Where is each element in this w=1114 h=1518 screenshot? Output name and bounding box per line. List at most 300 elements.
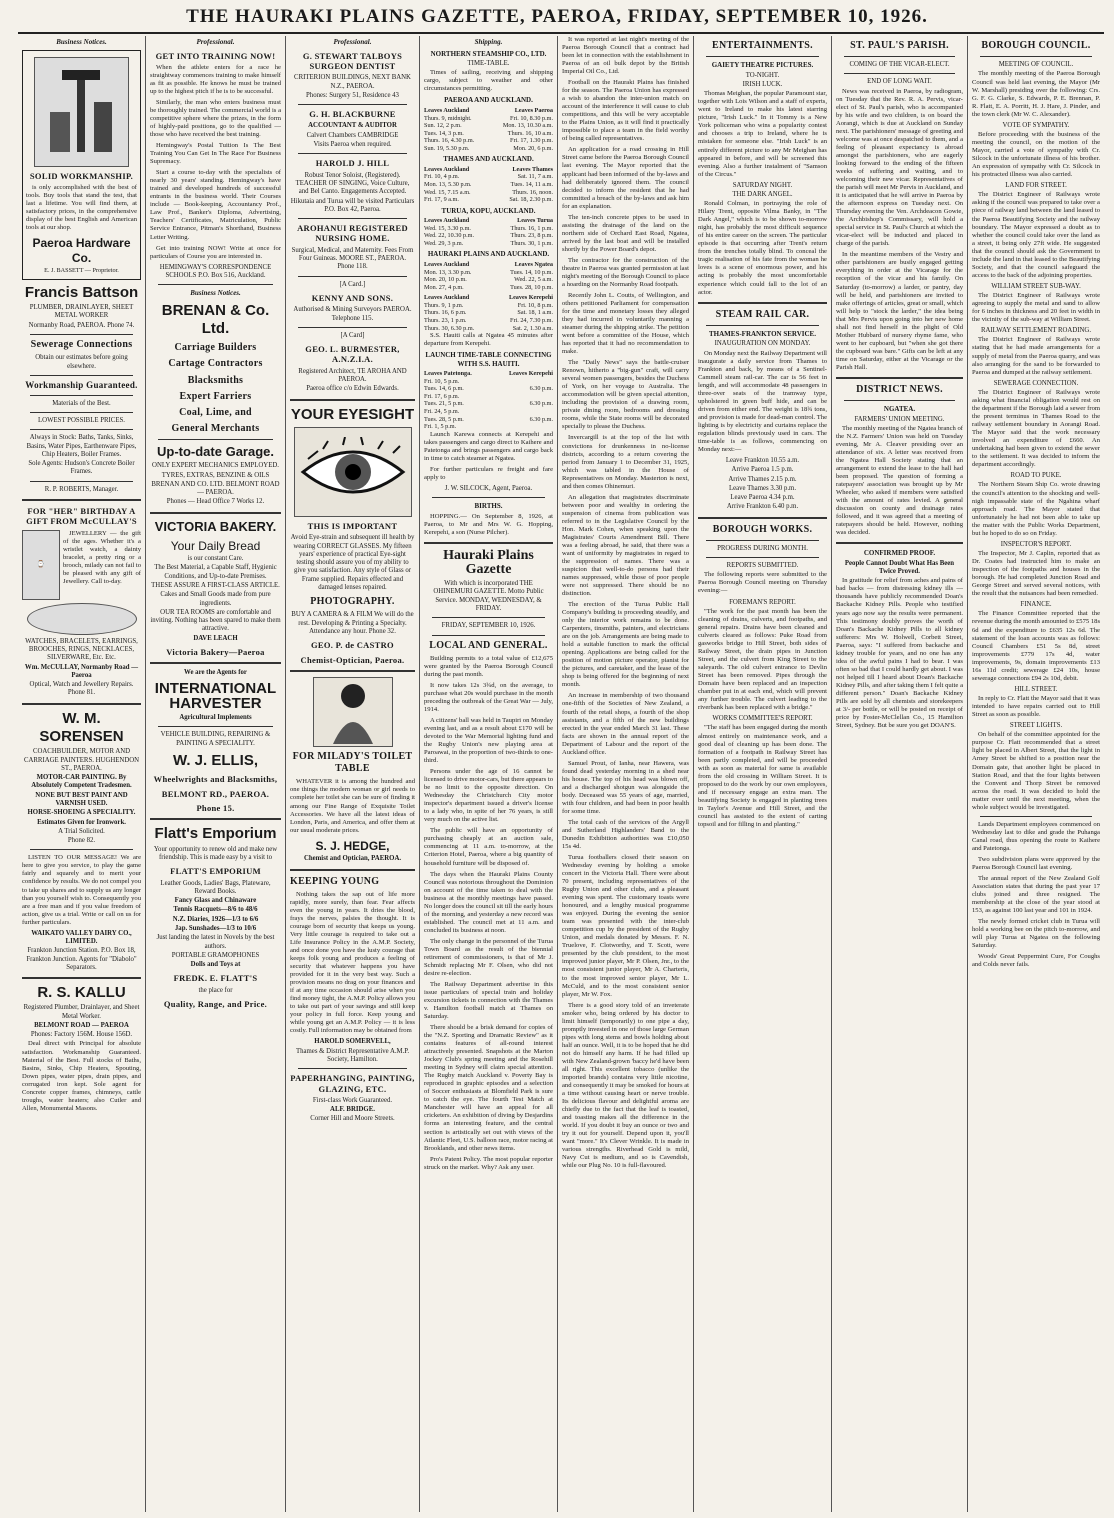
saturday-night: SATURDAY NIGHT. — [732, 181, 793, 189]
foreman-report: FOREMAN'S REPORT. — [729, 598, 796, 606]
tt-cell: Tues. 28, 10 p.m. — [510, 283, 553, 291]
hill-name: HAROLD J. HILL — [315, 158, 390, 169]
tonight: TO-NIGHT. — [745, 71, 780, 79]
news-item: Turua footballers closed their season on Wednesday evening by holding a smoke concert in the Victoria Hall. There were about 70 present, including representatives of the Rugby Union and other clubs, and a pleasant evening was spent. The customary toasts were honoured, and a lengthy musical programme was enjoyed. During the evening the senior team was presented with the inter-club competition cup by the president of the Rugby Union, and medals donated by Messrs. F. N. Truelove, F. Clotworthy, and T. Scott, were presented by the club president, to the most improved junior player, Mr P. Olsen, Jnr., to the most consistent junior player, Mr A. Charteris, to the most improved senior player, Mr L. McCuld, and to the most consistent senior player, Mr W. Fox. — [562, 854, 689, 998]
tt-cell: Thurs. 16, 6 p.m. — [424, 309, 467, 317]
garage-tyres: TYRES, EXTRAS, BENZINE & OILS — [161, 471, 270, 479]
ellis-addr: BELMONT RD., PAEROA. — [161, 788, 270, 799]
dark-angel: THE DARK ANGEL. — [732, 190, 793, 198]
talboys-phone: Phones: Surgery 51, Residence 43 — [306, 91, 399, 99]
flatt-heading: Flatt's Emporium — [154, 825, 277, 843]
photo-text: BUY A CAMERA & A FILM We will do the rest. Developing & Printing a Specialty. Attendance any hour. Phone 32. — [291, 611, 414, 636]
mccullay-sub: Optical, Watch and Jewellery Repairs. Phone 81. — [29, 681, 134, 697]
steam-rail-heading: STEAM RAIL CAR. — [715, 308, 810, 320]
woods-cure: Woods' Great Peppermint Cure, For Coughs and Colds never fails. — [972, 953, 1100, 969]
reports-submitted: REPORTS SUBMITTED. — [726, 562, 799, 570]
sorensen-motor: MOTOR-CAR PAINTING. By Absolutely Competent Tradesmen. — [31, 774, 132, 790]
eyesight-heading: YOUR EYESIGHT — [290, 405, 415, 423]
tt-cell: Mon. 20, 6 p.m. — [513, 144, 553, 152]
workmanship: Workmanship Guaranteed. — [25, 379, 138, 390]
news-item: An application for a road crossing in Hill Street came before the Paeroa Borough Council last evening. The Mayor reported that the applicant had been informed of the by-laws and had deliberately ignored them. The council decided to inform the resident that he had committed a breach of the by-laws and ask him for an explanation. — [562, 146, 689, 210]
young-text: Nothing takes the sap out of life more rapidly, more surely, than fear. Fear affects even the young in years. It dries the blood, frays the nerves, palsies the thought. It is courage born of security that keeps us young. Very little courage is required to take out a Life Insurance Policy in the A.M.P. Society, and once done you have the lusty courage that keeps folk young and produces a feeling of security that whatever happens you have provided for it in the very best way. Such a provision means no drag on your finances and if at any time occasion should arise when you find money tight, the A.M.P. Policy allows you to take out part of your savings and still keep your policy in full force. Keep young and while young get an A.M.P. Policy — it is less costly. Full information may be obtained from — [290, 890, 415, 1035]
tt-head: Leaves Auckland — [424, 261, 470, 268]
tt-head: Leaves Auckland — [424, 294, 470, 302]
settlement-heading: RAILWAY SETTLEMENT ROADING. — [980, 327, 1092, 335]
news-item: The total cash of the services of the Argyll and Sutherland Highlanders' Band to the Dunedin Exhibition authorities was £10,050 15s 4d. — [562, 818, 689, 850]
tt-cell: Thurs. 30, 6.30 p.m. — [424, 324, 475, 332]
decastro-name: GEO. P. de CASTRO — [311, 640, 394, 651]
launch-text: Launch Karewa connects at Kerepehi and takes passengers and cargo direct to Kaihere and Patetonga and brings passengers and cargo back in time to catch steamer at Ngatea. — [424, 430, 553, 462]
eye-illustration — [294, 427, 412, 517]
borough-works-heading: BOROUGH WORKS. — [712, 523, 813, 535]
flatt-owner: FREDK. E. FLATT'S — [173, 973, 258, 984]
bakery-owner: DAVE LEACH — [193, 634, 238, 642]
steam-rail-sub: THAMES-FRANKTON SERVICE. — [709, 329, 816, 338]
roberts-manager: R. P. ROBERTS, Manager. — [44, 485, 119, 493]
tt-head: Leaves Auckland — [424, 106, 470, 114]
st-pauls-text-2: In the meantime members of the Vestry and other parishioners are busily engaged getting everything in order at the Vicarage for the reception of the vicar and his family. On Saturday (to-morrow) a larder, or pantry, day will be held, and parishioners are invited to make offerings of articles, great or small, which will help to "stock the larder," the idea being that Mrs Pervis upon going into her new home shall not find herself in the plight of Old Mother Hubbard of nursery rhyme fame, who went to her cupboard, but "when she got there the cupboard was bare." Gifts can be left at any time on Saturday, either at the Vicarage or the Parish Hall. — [836, 251, 963, 371]
column-4 — [420, 36, 558, 1512]
flatt-novels: Just landing the latest in Novels by the best authors. — [156, 934, 275, 950]
garage-heading: Up-to-date Garage. — [156, 444, 274, 460]
hill-trade: Robust Tenor Soloist, (Registered). TEACHER OF SINGING, Voice Culture, and Bel Canto. Engagements Accepted. — [295, 171, 410, 196]
cricket-text: The newly formed cricket club in Turua will hold a working bee on the pitch to-morrow, and will play Turua at Ngatea on the following Saturday. — [972, 918, 1100, 950]
route-turua: TURUA, KOPU, AUCKLAND. — [441, 206, 536, 215]
route-thames: THAMES AND AUCKLAND. — [443, 155, 534, 164]
steam-time: Arrive Frankton 6.40 p.m. — [726, 503, 799, 511]
sympathy-heading: VOTE OF SYMPATHY. — [1002, 121, 1070, 129]
materials: Materials of the Best. — [52, 399, 111, 407]
brenan-item: Expert Farriers — [179, 390, 252, 402]
harvester-sub: Agricultural Implements — [179, 714, 252, 722]
progress-month: PROGRESS DURING MONTH. — [717, 544, 808, 552]
brenan-item: Blacksmiths — [187, 374, 244, 386]
lowest-prices: LOWEST POSSIBLE PRICES. — [38, 417, 125, 425]
young-heading: KEEPING YOUNG — [290, 875, 380, 887]
tt-head: Leaves Kerepehi — [508, 370, 553, 378]
tt-cell: 6.30 p.m. — [529, 400, 553, 408]
mccullay-list: WATCHES, BRACELETS, EARRINGS, BROOCHES, RINGS, NECKLACES, SILVERWARE, Etc. Etc. — [25, 637, 138, 662]
kenny-name: KENNY AND SONS. — [311, 292, 394, 303]
news-item: An allegation that magistrates discriminate between poor and wealthy in ordering the suspension of cinema from publication was referred to in the Legislative Council by the Hon. Mark Cohen, when speaking upon the Magistrates' Courts Amendment Bill. There was a feeling abroad, he said, that there was a want of uniformity by magistrates in regard to the suppression of names. There was a suspicion that well-to-do persons had their names suppressed, while those of poor people were not suppressed. There should be no distinction. — [562, 493, 689, 598]
training-p1: When the athlete enters for a race he straightway commences training to make himself as fit as possible. He knows he must be trained up to the highest pitch if he is to be successful. — [150, 63, 281, 95]
land-street-heading: LAND FOR STREET. — [1005, 182, 1067, 190]
ngatea: NGATEA. — [883, 405, 916, 414]
masthead-rule — [18, 32, 1104, 34]
births-text: HOPPING.— On September 8, 1926, at Paeroa, to Mr and Mrs W. G. Hopping, Kerepehi, a son (Nurse Pilcher). — [424, 512, 553, 536]
training-p5: Get into training NOW! Write at once for particulars of Course you are interested in. — [150, 244, 281, 260]
blackburne-addr: Calvert Chambers CAMBRIDGE — [306, 131, 399, 139]
ellis-trade: Wheelwrights and Blacksmiths, — [153, 774, 278, 785]
somervell-text: Thames & District Representative A.M.P. Society, Hamilton. — [295, 1047, 410, 1063]
inauguration: INAUGURATION ON MONDAY. — [714, 340, 811, 348]
flatt-sunshades: Jap. Sunshades—1/3 to 10/6 — [174, 924, 257, 932]
burmester-office: Paeroa office c/o Edwin Edwards. — [306, 385, 399, 393]
steam-time: Arrive Thames 2.15 p.m. — [728, 475, 797, 483]
sorensen-estimates: Estimates Given for Ironwork. — [37, 818, 126, 826]
tt-cell: Wed. 22, 5 a.m. — [514, 276, 553, 284]
local-item: There should be a brisk demand for copies of the "N.Z. Sporting and Dramatic Review" as it contains features of all-round interest attractively presented. Snapshots at the Marton Jockey Club's spring meeting and the Rosehill meeting in Sydney will claim special attention. The Rugby match Auckland v. Poverty Bay is reproduced in graphic episodes and a selection of Soccer enthusiasts at Blomfield Park is sure to catch the eye. The fourth Test Match at Manchester will have an appeal for all cricketers. An exhibition of diving by Desjardins forms an interesting feature, and the central section is artistically set out with views of the Atlantic Fleet, U.S. balloon race, motor racing at Brooklands, and other news items. — [424, 1024, 553, 1152]
news-item: It was reported at last night's meeting of the Paeroa Borough Council that a contract had been let in connection with the establishment in Paeroa of an oil bulk depot by the British Imperial Oil Co., Ltd. — [562, 36, 689, 76]
toilet-heading: FOR MILADY'S TOILET TABLE — [292, 751, 413, 775]
bakery-tea-rooms: OUR TEA ROOMS are comfortable and inviting. Nothing has been spared to make them attractive. — [150, 608, 281, 633]
masthead: THE HAURAKI PLAINS GAZETTE, PAEROA, FRIDAY, SEPTEMBER 10, 1926. — [186, 6, 928, 27]
tt-head: Leaves Auckland — [424, 165, 470, 173]
brenan-item: Coal, Lime, and — [179, 407, 252, 419]
kallu-addr: BELMONT ROAD — PAEROA — [34, 1021, 129, 1029]
tt-cell: Sat. 18, 2.30 p.m. — [509, 196, 553, 204]
sewerage-heading: SEWERAGE CONNECTION. — [993, 379, 1079, 387]
tt-cell: Sun. 12, 2 p.m. — [424, 122, 462, 130]
dairy-text: LISTEN TO OUR MESSAGE! We are here to give you service, to play the game fairly and squarely and to merit your confidence by results. We do not compel you to take up shares and to supply us any longer than you yourself wish to. Consequently you are a free man and if you value freedom of action, give us a trial. Write or call on us for further particulars. — [22, 854, 141, 926]
tt-cell: Sat. 11, 7 a.m. — [517, 173, 553, 181]
sorensen-paint: NONE BUT BEST PAINT AND VARNISH USED. — [35, 791, 128, 807]
finance-text: The Finance Committee reported that the revenue during the month amounted to £575 18s 6d and the expenditure to £635 12s 6d. The statement of the loan accounts was as follows: Council Chambers £51 5s 8d, street improvements £779 17s 4d, water improvements, 9s, domain improvements £13 16s 11d credit; sewerage £24 10s, house sewerage connections £94 2s 10d, debit. — [972, 610, 1101, 682]
flatt-dolls: Dolls and Toys at — [190, 961, 241, 969]
land-street-text: The District Engineer of Railways wrote asking if the council was prepared to take over a piece of railway land between the land leased to the Paeroa Beautifying Society and the railway boundary. The Mayor expressed a doubt as to whether the council could take over the land as a street, it being only 27ft wide. He suggested that the council should ask the Government to include the land in that leased to the Beautifying Society, and that the council safeguard the access to the back of the adjoining properties. — [972, 191, 1100, 279]
william-street-text: The District Engineer of Railways wrote agreeing to supply the metal and sand to allow for 6 inches in thickness and 20 feet in width in the vicinity of the sub-way at William Street. — [972, 292, 1100, 324]
local-item: Building permits to a total value of £12,675 were granted by the Paeroa Borough Council during the past month. — [424, 654, 553, 678]
gazette-date: FRIDAY, SEPTEMBER 10, 1926. — [441, 622, 536, 630]
local-item: The Railway Department advertise in this issue particulars of special train and holiday excursion tickets in connection with the Thames v. Hamilton football match at Thames on Saturday. — [424, 980, 553, 1021]
tt-cell: Thurs. 16, 1 p.m. — [510, 224, 553, 232]
photo-heading: PHOTOGRAPHY. — [310, 596, 395, 608]
battson-name: Francis Battson — [24, 283, 139, 301]
local-item: The days when the Hauraki Plains County Council was notorious throughout the Dominion on account of the time taken to deal with the business at the monthly meetings have passed. No longer does the council sit till the early hours of the morning, and yesterday a new record was established. The council met at 11 a.m. and concluded its business at noon. — [424, 870, 553, 934]
lands-text: Lands Department employees commenced on Wednesday last to dike and grade the Puhanga Canal road, thus opening the route to Kaihere and Patetonga. — [972, 820, 1100, 852]
end-long-wait: END OF LONG WAIT. — [867, 78, 932, 86]
sewerage-text: Obtain our estimates before going elsewhere. — [35, 354, 128, 370]
kallu-text: Deal direct with Principal for absolute satisfaction. Workmanship Guaranteed. Material of the Best. Full stocks of Baths, Basins, Sinks, Chip Heaters, Spouting, Down pipes, water pipes, drain pipes, and corrugated iron kept. Sole agent for Concrete copper frames, chimneys, cattle troughs, water heaters; also Cutler and Allen, Monumental Masons. — [22, 1040, 141, 1112]
gazette-title: Hauraki Plains Gazette — [443, 547, 534, 578]
bridge-addr: Corner Hill and Moore Streets. — [310, 1115, 395, 1123]
tools-icon — [42, 62, 122, 162]
flatt-diaries: N.Z. Diaries, 1926—1/3 to 6/6 — [172, 915, 259, 923]
hardware-text: is only accomplished with the best of tools. Buy tools that stand the test, that last a lifetime. You will find them, at satisfactory prices, in the comprehensive display of the best English and American tools at our shop. — [26, 183, 137, 232]
page-columns — [18, 36, 1104, 1512]
hardware-prop: E. J. BASSETT — Proprietor. — [44, 267, 119, 275]
tt-cell: Tues. 14, 3 p.m. — [424, 129, 464, 137]
route-paeroa: PAEROA AND AUCKLAND. — [444, 96, 533, 105]
blackburne-trade: ACCOUNTANT & AUDITOR — [308, 122, 397, 130]
tt-head: Leaves Thames — [512, 165, 553, 173]
news-item: Samuel Prout, of Ianha, near Hawera, was found dead yesterday morning in a shed near his house. The top of his head was blown off, and a discharged shotgun was alongside the body. Deceased was 55 years of age, married, with four children, and had been in poor health for some time. — [562, 759, 689, 815]
further-particulars: For further particulars re freight and fare apply to — [424, 465, 553, 481]
puke-heading: ROAD TO PUKE. — [1010, 472, 1062, 480]
hedge-trade: Chemist and Optician, PAEROA. — [303, 855, 402, 863]
gaiety-heading: GAIETY THEATRE PICTURES. — [711, 61, 814, 70]
news-item: An increase in membership of two thousand one-fifth of the Societies of New Zealand, a fourth of the retail shops, a fourth of the shop assistants, and a fifth of the new buildings erected in the year ended March 31 last. These facts are shown in the annual report of the Department of Labour and the report of the Auckland office. — [562, 692, 689, 756]
tt-cell: 6.30 p.m. — [529, 385, 553, 393]
local-item: The only change in the personnel of the Turua Town Board as the result of the biennial retirement of commissioners, is that of Mr J. Schmidt replacing Mr F. Olsen, who did not desire re-election. — [424, 937, 553, 977]
route-hauraki: HAURAKI PLAINS AND AUCKLAND. — [427, 250, 550, 259]
flatt-fancy: Fancy Glass and Chinaware — [174, 897, 257, 905]
stock-text: Always in Stock: Baths, Tanks, Sinks, Basins, Water Pipes, Earthenware Pipes, Chip Heaters, Boiler Frames. — [26, 434, 137, 458]
flatt-name: FLATT'S EMPORIUM — [170, 866, 261, 877]
tt-cell: Thurs. 9, 1 p.m. — [424, 301, 464, 309]
mccullay-text: JEWELLERY — the gift of the ages. Whether it's a wristlet watch, a dainty bracelet, a pretty ring or a brooch, milady can not fail to be pleased with any gift of Jewellery. Call to-day. — [63, 529, 142, 585]
tt-cell: Tues. 14, 11 a.m. — [510, 181, 553, 188]
puke-text: The Northern Steam Ship Co. wrote drawing the council's attention to the shocking and well-nigh impassable state of the Ngahina wharf approach road. The Mayor stated that unfortunately he had not been able to take up the matter with the Public Works Department, but he hoped to do so on Friday. — [972, 481, 1100, 537]
tt-cell: Thurs. 23, 8 p.m. — [510, 232, 553, 240]
committee-text: "The staff has been engaged during the month almost entirely on maintenance work, and a good deal of cleaning up has been done. The formation of a footpath in Railway Street has been partly completed, and will be proceeded with as soon as material for same is available from the old crossing in William Street. It is proposed to do the work by our own employees, and if necessary engage an extra man. The beautifying Society is engaged in planting trees in Taylor's Avenue and Hill Street, and the council has assisted to the extent of carting topsoil and for filling in and planting." — [698, 724, 827, 828]
column-2 — [146, 36, 286, 1512]
farmers-text: The monthly meeting of the Ngatea branch of the N.Z. Farmers' Union was held on Tuesday evening, Mr A. Cleaver presiding over an attendance of six. A letter was received from the Ngatea Hall Society stating that an arrangement to extend the lease to the hall had been proposed. The question of forming a ratepayers' association was brought up by Mr Wheeler, who asked if members were satisfied with the amount of rates levied. A general discussion on county and drainage rates followed, and it was agreed that a meeting of ratepayers should be held. However, nothing was decided. — [836, 424, 963, 537]
tt-cell: Tues. 21, 5 p.m. — [424, 400, 464, 408]
tt-cell: Mon. 20, 10 p.m. — [424, 276, 467, 284]
sewerage-heading: Sewerage Connections — [30, 339, 133, 351]
tt-cell: Tues. 14, 6 p.m. — [424, 385, 464, 393]
confirmed-sub: People Cannot Doubt What Has Been Twice Proved. — [844, 559, 955, 576]
sole-agents: Sole Agents: Hudson's Concrete Boiler Frames. — [28, 460, 135, 476]
dark-angel-text: Ronald Colman, in portraying the role of Hilary Trent, opposite Vilma Banky, in "The Dark Angel," which is to be shown to-morrow night, has probably the most difficult sequence of his entire career on the screen. The particular episode is that occurring after Trent's return from the trenches totally blind. To conceal the tragic realisation of his fate from the woman he loves is a scene of enormous power, and his acting is probably the most uncomfortable experience which could fall to the lot of an actor. — [698, 200, 827, 296]
bakery-care: is our constant Care. — [187, 555, 244, 563]
tt-head: Leaves Turua — [517, 217, 553, 225]
garage-name: BRENAN AND CO. LTD. BELMONT ROAD — PAEROA. — [151, 480, 280, 497]
hill-street-text: In reply to Cr. Flatt the Mayor said that it was intended to have repairs carried out to Hill Street as soon as possible. — [972, 695, 1100, 719]
mccullay-name: Wm. McCULLAY, Normanby Road — Paeroa — [24, 663, 139, 679]
tt-cell: Mon. 13, 5.30 p.m. — [424, 181, 472, 188]
hardware-title: SOLID WORKMANSHIP. — [29, 170, 134, 181]
kallu-name: R. S. KALLU — [37, 984, 126, 1002]
eyesight-important: THIS IS IMPORTANT — [307, 520, 398, 531]
harvester-agents: We are the Agents for — [184, 669, 247, 677]
sorensen-name: W. M. SORENSEN — [39, 709, 124, 745]
burmester-card: [A Card] — [340, 331, 365, 339]
hardware-name: Paeroa Hardware Co. — [32, 236, 131, 265]
bakery-name: Victoria Bakery—Paeroa — [166, 646, 265, 657]
subdivision-text: Two subdivision plans were approved by the Paeroa Borough Council last evening. — [972, 855, 1100, 871]
bakery-text: The Best Material, a Capable Staff, Hygienic Conditions, and Up-to-date Premises. — [154, 564, 277, 580]
gazette-sub: With which is incorporated THE OHINEMURI GAZETTE. Motto Public Service. MONDAY, WEDNESDAY, & FRIDAY. — [433, 580, 544, 612]
tt-cell: Fri. 1, 5 p.m. — [424, 423, 457, 431]
tt-cell: Thurs. 16, 4.30 p.m. — [424, 137, 475, 145]
tt-cell: Thurs. 16, 10 a.m. — [507, 129, 553, 137]
dairy-name: WAIKATO VALLEY DAIRY CO., LIMITED. — [31, 929, 132, 945]
tt-head: Leaves Paeroa — [514, 106, 553, 114]
decastro-trade: Chemist-Optician, Paeroa. — [300, 654, 405, 665]
news-item: The erection of the Turua Public Hall Company's building is proceeding steadily, and only the interior work remains to be done. Carpenters, tinsmiths, painters, and electricians are on the job. Arrangements are being made to hold a suitable function to mark the official opening. Applications are being called for the position of motion picture operator, pianist for the pictures, and caretaker, and the lease of the shop is being offered for the beginning of next month. — [562, 601, 689, 689]
arohanui-text: Surgical, Medical, and Maternity. Fees From Four Guineas. MOORE ST., PAEROA. Phone 118. — [291, 246, 414, 271]
sorensen-trial: A Trial Solicited. — [58, 827, 105, 835]
births-heading: BIRTHS. — [474, 502, 503, 511]
tt-cell: Fri. 17, 1.30 p.m. — [510, 137, 553, 145]
steam-time: Leave Frankton 10.55 a.m. — [725, 456, 800, 464]
street-lights-text: On behalf of the committee appointed for the purpose Cr. Flatt recommended that a street light be placed in Albert Street, that the light in Arney Street be shifted to a position near the Domain gate, that another light be placed in Station Road, and that the four lights between the Convent and Thorp Street be removed across the road. It was decided to hold the matter over until the next meeting, when the whole subject would be investigated. — [972, 731, 1100, 811]
talboys-name: G. STEWART TALBOYS SURGEON DENTIST — [302, 50, 403, 71]
news-item: The ten-inch concrete pipes to be used in assisting the drainage of the land on the northern side of Orchard East Road, Ngatea, arrived by the last boat and will be installed shortly by the Power Board's depot. — [562, 213, 689, 253]
local-item: A citizens' ball was held in Taupiri on Monday evening last, and as a result about £170 will be devoted to the War Memorial lighting fund and the Rugby Union's new playing area at Paroawai, in the proportion of two-thirds to one-third. — [424, 716, 553, 765]
sympathy-text: Before proceeding with the business of the meeting the council, on the motion of the Mayor, carried a vote of sympathy with Cr. Silcock in the unfortunate illness of his brother. An expression of sympathy with Cr. Silcock in his protracted illness was also carried. — [972, 130, 1100, 179]
tt-cell: Thurs. 30, 1 p.m. — [510, 239, 553, 247]
battson-addr: Normanby Road, PAEROA. Phone 74. — [28, 321, 135, 329]
sorensen-horse: HORSE-SHOEING A SPECIALITY. — [27, 809, 136, 817]
hedge-name: S. J. HEDGE, — [315, 838, 390, 853]
launch-heading: LAUNCH TIME-TABLE CONNECTING WITH S.S. HAUITI. — [425, 351, 552, 368]
steamship-heading: NORTHERN STEAMSHIP CO., LTD. — [430, 49, 547, 58]
sewerage-text: The District Engineer of Railways wrote asking what financial obligation would rest on the department if the Borough laid a sewer from the present terminus in Thames Road to the railway settlement boundary in Aorangi Road. The Mayor said that the work necessary involved an expenditure of £660. An undertaking had been given to extend the sewer to the settlement. It was decided to inform the department accordingly. — [972, 388, 1100, 469]
golf-text: The annual report of the New Zealand Golf Association states that during the past year 17 clubs joined and three resigned. The membership at the close of the year stood at 153, as against 100 last year and 101 in 1924. — [972, 874, 1100, 914]
bridge-name: ALF. BRIDGE. — [330, 1106, 375, 1114]
section-label: Professional. — [333, 38, 372, 46]
steam-rail-text: On Monday next the Railway Department will inaugurate a daily service from Thames to Frankton and back, by means of a Sentinel-Cammell steam rail-car. The car is 56 feet in length, and will accommodate 48 passengers in three-over seats of the tramway type, upholstered in green buff hide, and can be driven from either end. The weight is 18¾ tons, and provision is made for dead-man control. The lighting is by electricity and curtains replace the regulation blinds previously used in cars. The time-table is as follows, commencing on Monday next:— — [698, 349, 827, 453]
column-7 — [832, 36, 968, 1512]
news-item: The "Daily News" says the battle-cruiser Renown, hitherto a "big-gun" craft, will carry several women passengers, besides the Duchess of York, on her voyage to Australia. The accommodation will be given special attention, including the provision of a drawing room, private dining room, bedrooms and dressing rooms, while the State rooms will be decorated specially to please the Duchess. — [562, 359, 689, 431]
news-item: There is a good story told of an inveterate smoker who, being ordered by his doctor to limit himself (temporarily) to one pipe a day, promptly invested in one of those large German pipes with long stems and bowls holding about half an ounce. Well, it is to be hoped that he did not do himself any harm. If he had filled up with New Zealand-grown 'baccy he'd have been all right. This excellent tobacco (unlike the imported brands) contains very little nicotine, and consequently it may be smoked for hours at a time without causing heart or nerve trouble. Its delicious flavour and delightful aroma are chiefly due to the fact that the leaf is toasted, and toasting makes all the difference in the world. If you doubt it buy an ounce or two and try it out for yourself. Depend upon it, you'll want "more." It's Clever Wrinkle. It is made in various strengths. Riverhead Gold is mild, Navy Cut is medium, and so is Cavendish, while our Plug No. 10 is full-flavoured. — [562, 1001, 689, 1170]
burmester-trade: Registered Architect, TE AROHA AND PAEROA. — [298, 367, 407, 384]
tt-head: Leaves Ngatea — [514, 261, 553, 268]
borough-text: The monthly meeting of the Paeroa Borough Council was held last evening, the Mayor (Mr W. Marshall) presiding over the following: Crs. G. F. G. Clarke, S. Edwards, P. E. Brennan, P. R. Flatt, E. A. Porritt, H. J. Hare, J. Pinder, and the town clerk (Mr W. C. Alexander). — [972, 70, 1100, 118]
kallu-trade: Registered Plumber, Drainlayer, and Sheet Metal Worker. — [23, 1004, 140, 1020]
tt-head: Leaves Kerepehi — [508, 294, 553, 302]
flatt-quality: Quality, Range, and Price. — [163, 999, 268, 1010]
confirmed-text: In gratitude for relief from aches and pains of bad backs — from distressing kidney ills — thousands have publicly recommended Doan's Backache Kidney Pills. People who testified years ago now say the results were permanent. This testimony doubly proves the worth of Doan's Backache Kidney Pills to all kidney sufferers: Mrs W. Holwell, Corbett Street, Paeroa, says: "I suffered from backache and kidney trouble for years, and no one has any idea of the awful pains I had to bear. I was often so bad that I could hardly get about. I was not helped till I heard about Doan's Backache Kidney Pills, and after taking them I felt quite a different person." Doan's Backache Kidney Pills are sold by all chemists and storekeepers at 3/- per bottle, or will be posted on receipt of price by Foster-McClellan Co., 15 Hamilton Street, Sydney. But be sure you get DOAN'S. — [836, 577, 963, 729]
timetable-note: Times of sailing, receiving and shipping cargo, subject to weather and other circumstances permitting. — [424, 69, 553, 93]
district-news-heading: DISTRICT NEWS. — [856, 383, 943, 395]
hardware-ad — [22, 50, 141, 280]
tt-cell: 6.30 p.m. — [529, 415, 553, 423]
tt-cell: Fri. 10, 4 p.m. — [424, 173, 460, 181]
column-1 — [18, 36, 146, 1512]
tt-cell: Wed. 15, 7.15 a.m. — [424, 188, 471, 196]
harvester-name: INTERNATIONAL HARVESTER — [154, 679, 277, 713]
bakery-assure: THESE ASSURE A FIRST-CLASS ARTICLE. — [151, 582, 280, 590]
training-p2: Similarly, the man who enters business must be thoroughly trained. The commercial world is a competitive sphere where the prizes, in the form of highly-paid positions, go to the qualified — those who have received the best training. — [150, 99, 281, 139]
tt-cell: Wed. 15, 3.30 p.m. — [424, 224, 471, 232]
ellis-phone: Phone 15. — [196, 802, 235, 813]
bakery-cakes: Cakes and Small Goods made from pure ingredients. — [160, 591, 271, 607]
settlement-text: The District Engineer of Railways wrote stating that he had made arrangements for a supply of metal from the Paeroa quarry, and was also arranging for the sand to be forwarded to Paeroa and dumped at the railway settlement. — [972, 336, 1100, 376]
lady-icon — [323, 680, 383, 744]
flatt-tennis: Tennis Racquets—8/6 to 48/6 — [173, 906, 258, 914]
tt-cell: Mon. 13, 10.30 a.m. — [502, 122, 553, 130]
section-label-2: Business Notices. — [190, 289, 241, 298]
kallu-phones: Phones: Factory 156M. House 156D. — [30, 1031, 133, 1039]
section-label: Shipping. — [474, 38, 503, 46]
kenny-card: [A Card.] — [339, 280, 366, 288]
brenan-item: Carriage Builders — [174, 342, 257, 354]
william-street-heading: WILLIAM STREET SUB-WAY. — [991, 282, 1081, 290]
ellis-name: W. J. ELLIS, — [172, 751, 258, 769]
eyesight-text: Avoid Eye-strain and subsequent ill health by wearing CORRECT GLASSES. My fifteen years' experience of practical Eye-sight testing should assure you of my ability to give you satisfaction. Any style of Glass or Frame supplied. Repairs effected and damaged lenses repaired. — [290, 534, 415, 592]
paperhanging-guarantee: First-class Work Guaranteed. — [312, 1096, 393, 1104]
news-item: Recently John L. Coutts, of Wellington, and others petitioned Parliament for compensation for the time and monetary losses they alleged they had incurred in voluntarily manning a steamer during the shipping strike. The petition went before a committee of the House, which has reported that it had no recommendation to make. — [562, 291, 689, 356]
blackburne-name: G. H. BLACKBURNE — [309, 109, 396, 120]
works-text: The following reports were submitted to the Paeroa Borough Council meeting on Thursday evening:— — [698, 571, 827, 595]
tt-cell: Fri. 24, 7.30 p.m. — [510, 316, 553, 324]
tt-cell: Mon. 27, 4 p.m. — [424, 283, 464, 291]
timetable-heading: TIME-TABLE. — [467, 60, 510, 68]
hill-text: Hikutaia and Turua will be visited Particulars P.O. Box 42, Paeroa. — [290, 197, 415, 213]
training-p4: Start a course to-day with the specialists of nearly 30 years' standing. Hemingway's have trained and developed hundreds of successful entrants in the business world. Their Courses include — Book-keeping, Accountancy Prof., Law Prof., Banker's Diploma, Advertising, Teachers' Certificates, Matriculation, Public Service Entrance, Pitman's Shorthand, Business Letter Writing. — [150, 169, 281, 241]
tools-illustration — [34, 57, 129, 167]
tt-cell: Wed. 29, 3 p.m. — [424, 239, 464, 247]
tt-cell: Fri. 24, 5 p.m. — [424, 408, 460, 415]
irish-luck: IRISH LUCK. — [742, 81, 783, 88]
flatt-goods: Leather Goods, Ladies' Bags, Plateware, Reward Books. — [160, 879, 271, 895]
section-label: Professional. — [196, 38, 235, 46]
bakery-heading: VICTORIA BAKERY. — [154, 518, 277, 534]
tt-cell: Fri. 10, 5 p.m. — [424, 377, 460, 385]
column-5 — [558, 36, 694, 1512]
st-pauls-heading: ST. PAUL'S PARISH. — [850, 40, 949, 51]
local-item: It now takes 12s 3¾d, on the average, to purchase what 20s would purchase in the month preceding the outbreak of the Great War — July, 1914. — [424, 681, 553, 713]
farmers-union: FARMERS' UNION MEETING. — [854, 415, 945, 423]
brenan-item: General Merchants — [171, 423, 260, 435]
tt-cell: Fri. 17, 6 p.m. — [424, 392, 460, 400]
somervell-name: HAROLD SOMERVELL, — [314, 1038, 391, 1046]
irish-luck-text: Thomas Meighan, the popular Paramount star, together with Lois Wilson and a staff of experts, went to Ireland to make his latest starring picture, "Irish Luck." In it Tommy is a New York policeman who wins a popularity contest and chooses a trip to Ireland, where he is mistaken for someone else. "Irish Luck" is an entirely different picture to any Mr Meighan has appeared in before, and will be screened this evening. Also a further instalment of "Samson of the Circus." — [698, 90, 827, 178]
paperhanging-heading: PAPERHANGING, PAINTING, GLAZING, ETC. — [290, 1073, 415, 1094]
eye-icon — [298, 437, 408, 507]
column-6 — [694, 36, 832, 1512]
watch-icon: ⌚ — [22, 530, 60, 600]
vicar-sub: COMING OF THE VICAR-ELECT. — [849, 61, 950, 69]
flatt-gramophones: PORTABLE GRAMOPHONES — [171, 951, 260, 959]
steam-time: Leave Paeroa 4.34 p.m. — [730, 494, 795, 502]
sorensen-trade: COACHBUILDER, MOTOR AND CARRIAGE PAINTERS. HUGHENDON ST., PAEROA. — [23, 748, 140, 772]
dairy-addr: Frankton Junction Station. P.O. Box 18, Frankton Junction. Agents for "Diabolo" Separators. — [26, 947, 137, 971]
flatt-text: Your opportunity to renew old and make new friendship. This is made easy by a visit to — [153, 845, 278, 861]
committee-report: WORKS COMMITTEE'S REPORT. — [712, 715, 813, 723]
inspector-heading: INSPECTOR'S REPORT. — [1000, 540, 1072, 548]
bakery-slogan: Your Daily Bread — [170, 538, 261, 553]
tt-head: Leaves Auckland — [424, 217, 470, 225]
column-8 — [968, 36, 1104, 1512]
inspector-text: The Inspector, Mr J. Caplin, reported that as Dr. Coates had instructed him to make an inspection of the footpaths and houses in the borough. He had completed Junction Road and George Street and served several notices, with the result that the nuisances had been remedied. — [972, 549, 1100, 598]
tt-cell: Sat. 18, 1 a.m. — [517, 309, 553, 317]
garage-mechanics: ONLY EXPERT MECHANICS EMPLOYED. — [152, 462, 279, 470]
brenan-item: Cartage Contractors — [168, 358, 263, 370]
tt-head: Leaves Patetonga. — [424, 370, 472, 378]
arohanui-name: AROHANUI REGISTERED NURSING HOME. — [297, 223, 408, 244]
burmester-name: GEO. L. BURMESTER, A.N.Z.I.A. — [305, 344, 400, 365]
mccullay-heading: FOR "HER" BIRTHDAY A GIFT FROM McCULLAY'S — [26, 506, 137, 527]
hauiti-note: S.S. Hauiti calls at Ngatea 45 minutes after departure from Kerepehi. — [424, 332, 553, 348]
battson-trade: PLUMBER, DRAINLAYER, SHEET METAL WORKER — [29, 304, 134, 320]
news-item: Invercargill is at the top of the list with convictions for drunkenness in no-license districts, according to a return covering the period from January 1 to December 31, 1925, which was tabled in the House of Representatives on Monday. Masterton is next, and then comes Ohinemuri. — [562, 434, 689, 490]
flatt-place: the place for — [198, 986, 233, 994]
bracelet-icon — [27, 603, 137, 635]
tt-cell: Fri. 10, 8.30 p.m. — [510, 114, 553, 122]
tt-cell: Thurs. 23, 1 p.m. — [424, 316, 467, 324]
tt-cell: Fri. 17, 9 a.m. — [424, 196, 459, 204]
column-3 — [286, 36, 420, 1512]
tt-cell: Fri. 10, 8 p.m. — [517, 301, 553, 309]
st-pauls-text: News was received in Paeroa, by radiogram, on Tuesday that the Rev. R. A. Pervis, vicar-elect of St. Paul's parish, who is accompanied by his wife and two children, is on board the Aorangi, which is due at Auckland on Sunday next. The parishioners' message of greeting and welcome was at once despatched to them, and a feeling of pleasant expectancy is abroad amongst the parishioners, who are eagerly looking forward to the ending of the fifteen weeks of suffering and waiting, and to welcoming their new vicar. Representatives of the parish will meet Mr Pervis in Auckland, and it is anticipated that he will arrive in Paeroa by the afternoon express on Tuesday next. On Thursday evening the Ven. Archdeacon Gowie, the Archbishop's Commissary, will hold a special service in St. Paul's Church at which the vicar-elect will be inducted and placed in charge of the parish. — [836, 87, 963, 248]
tt-cell: Sun. 19, 5.30 p.m. — [424, 144, 470, 152]
tt-cell: Tues. 14, 10 p.m. — [510, 268, 553, 276]
lady-illustration — [313, 677, 393, 747]
local-item: Pro's Patent Policy. The most popular reporter struck on the market. Why? Ask any user. — [424, 1155, 553, 1171]
tt-cell: Wed. 22, 10.30 p.m. — [424, 232, 475, 240]
blackburne-visit: Visits Paeroa when required. — [313, 141, 392, 149]
finance-heading: FINANCE. — [1020, 601, 1052, 609]
local-item: The public will have an opportunity of purchasing cheaply at an auction sale, commencing at 11 a.m. to-morrow, at the Criterion Hotel, Paeroa, where a big quantity of household furniture will be disposed of. — [424, 827, 553, 867]
local-general-heading: LOCAL AND GENERAL. — [429, 639, 548, 651]
steam-time: Leave Thames 3.30 p.m. — [728, 484, 797, 492]
section-label: Business Notices. — [56, 38, 107, 46]
news-item: The contractor for the construction of the theatre in Paeroa was granted permission at last night's meeting of the Borough Council to place a hoarding on the Normanby Road footpath. — [562, 256, 689, 288]
tt-cell: Mon. 13, 3.30 p.m. — [424, 268, 472, 276]
entertainments-heading: ENTERTAINMENTS. — [712, 40, 813, 51]
kenny-trade: Authorised & Mining Surveyors PAEROA. Telephone 115. — [293, 306, 412, 322]
garage-phones: Phones — Head Office 7 Works 12. — [166, 498, 265, 506]
silcock-agent: J. W. SILCOCK, Agent, Paeroa. — [444, 484, 533, 492]
meeting-sub: MEETING OF COUNCIL. — [998, 61, 1074, 69]
training-heading: GET INTO TRAINING NOW! — [155, 50, 276, 61]
tt-cell: Sat. 2, 1.30 a.m. — [512, 324, 553, 332]
